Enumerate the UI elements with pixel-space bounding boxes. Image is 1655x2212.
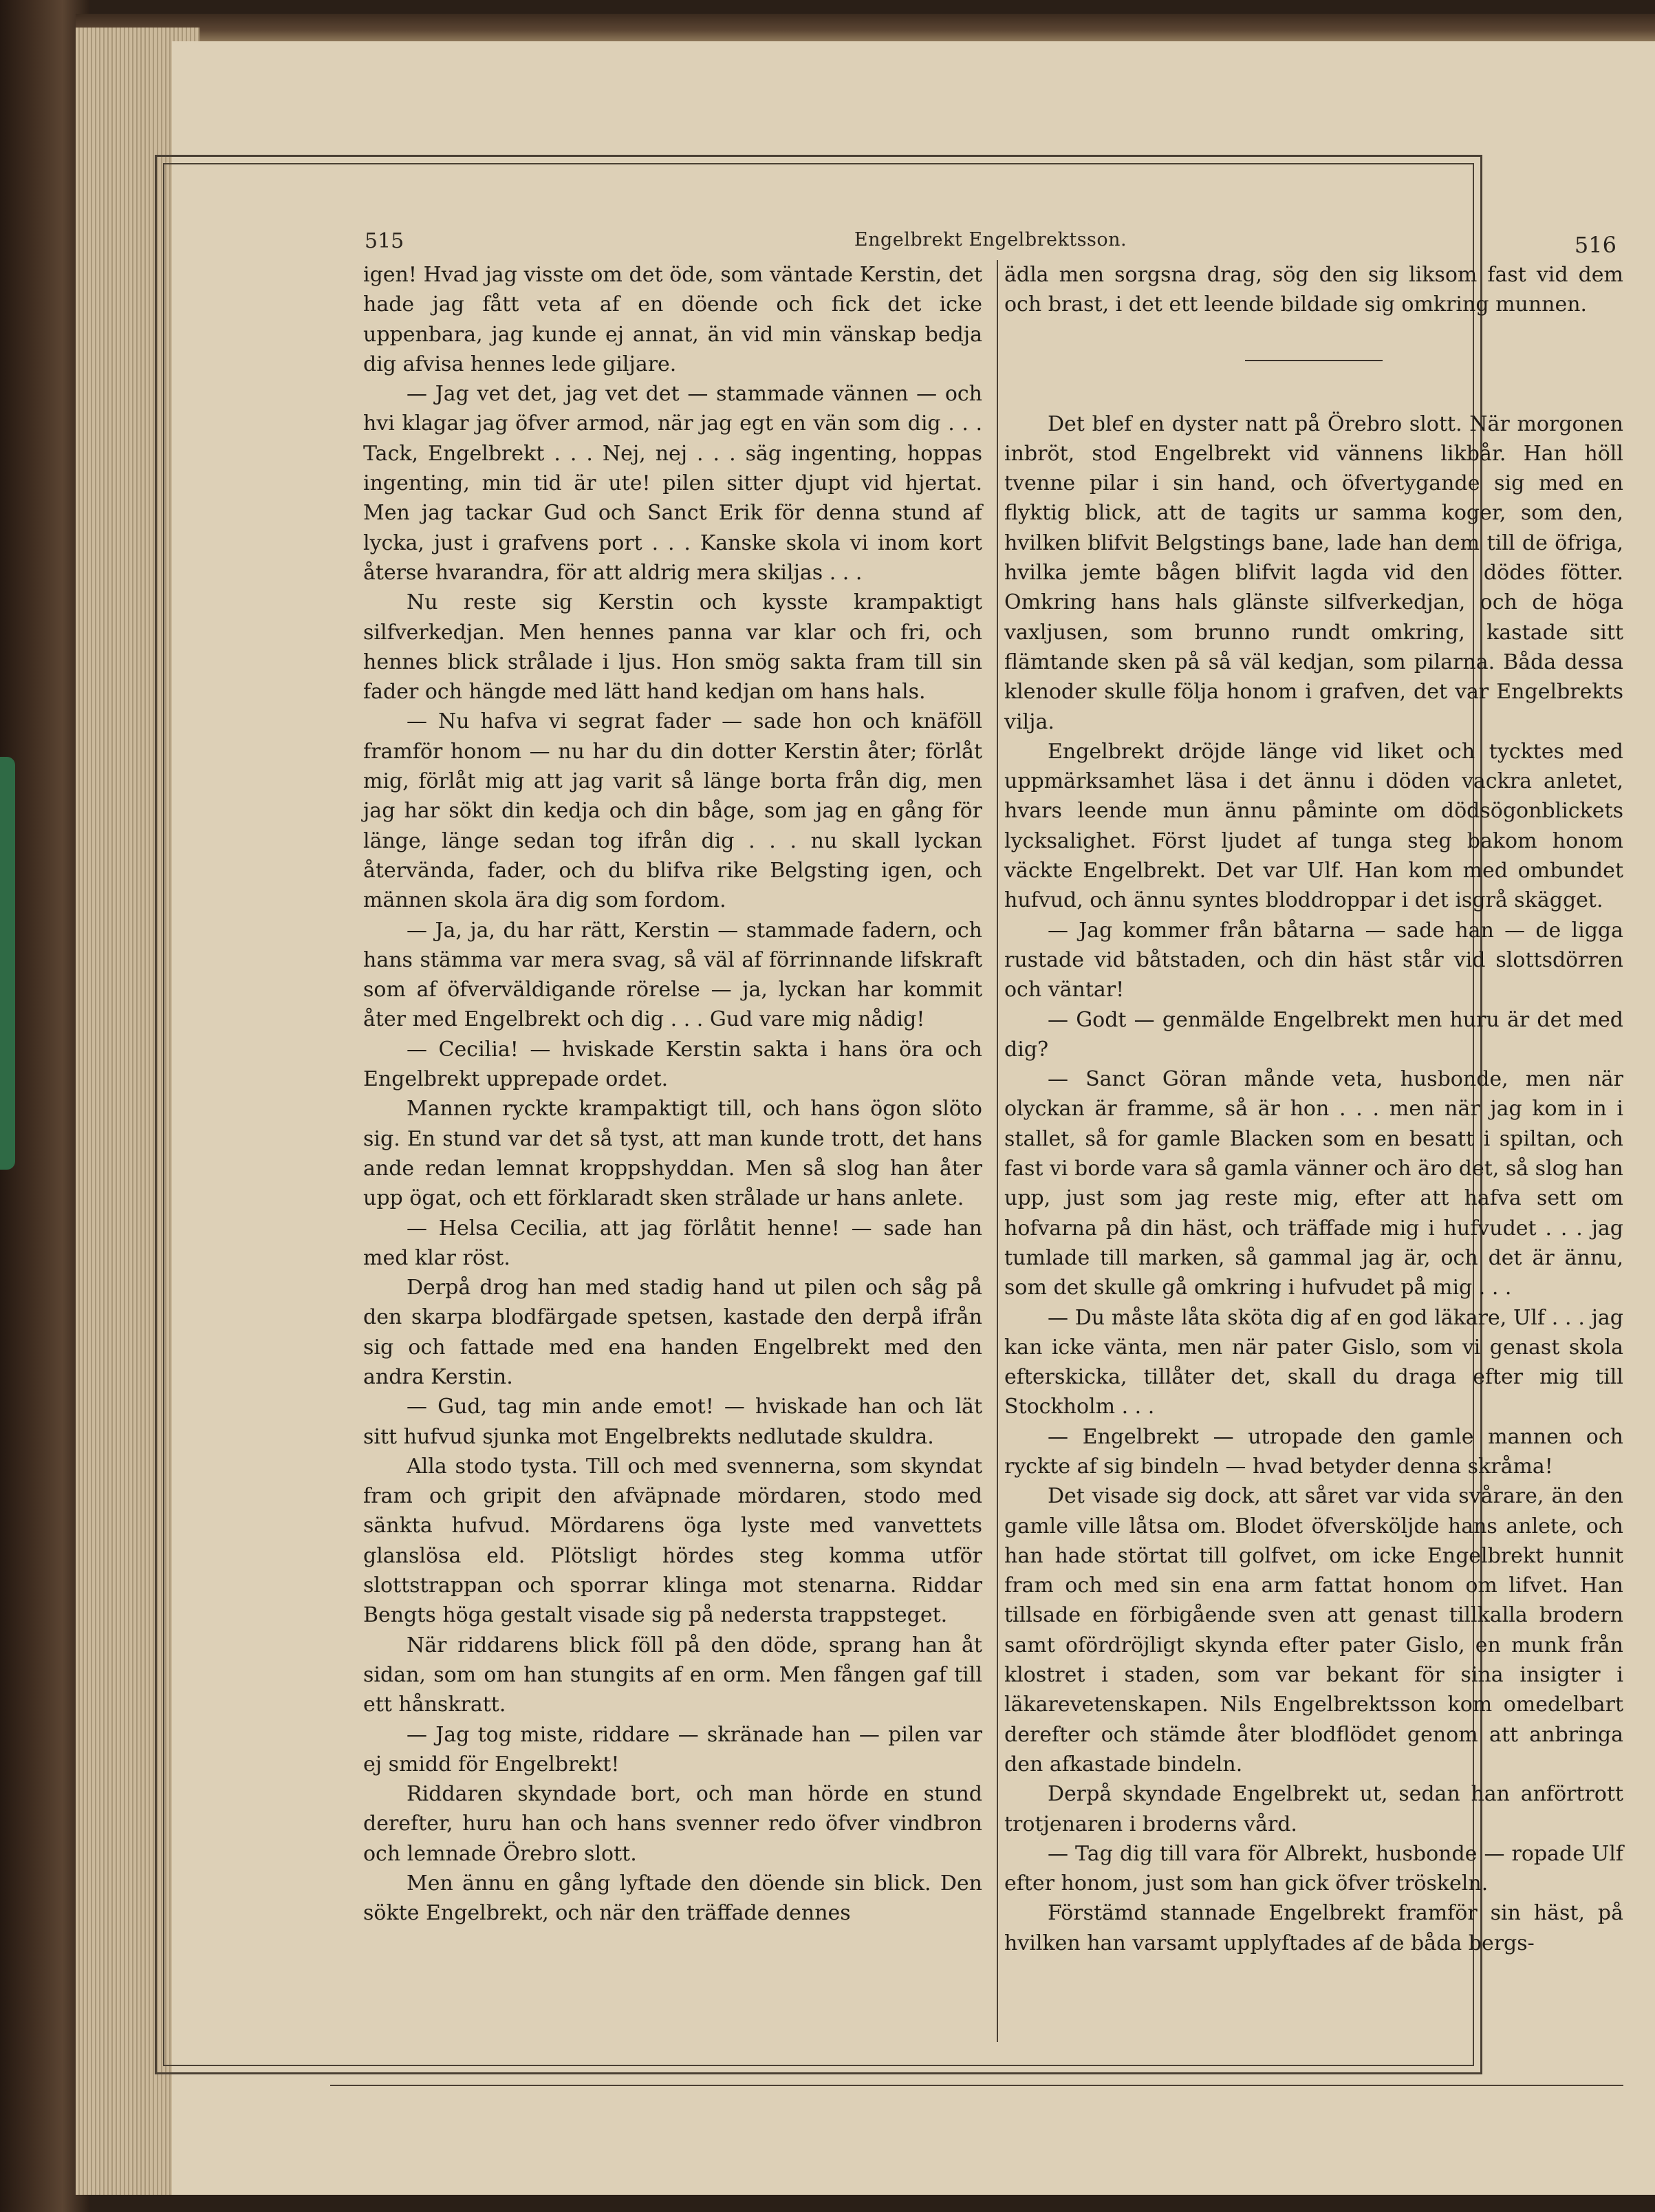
section-rule xyxy=(1245,360,1383,361)
paragraph: — Godt — genmälde Engelbrekt men huru är det med dig? xyxy=(1004,1007,1623,1062)
paragraph: — Jag vet det, jag vet det — stammade vännen — och hvi klagar jag öfver armod, när jag egt en vän som dig . . . Tack, Engelbrekt . . . Nej, nej . . . säg ingenting, hoppas ingenting, min tid är ute! pilen sitter djupt vid hjertat. Men jag tackar Gud och Sanct Erik för denna stund af lycka, just i grafvens port . . . Kanske skola vi inom kort återse hvarandra, för att aldrig mera skiljas . . . xyxy=(363,382,982,585)
text-column-left xyxy=(363,260,982,1929)
paragraph: Derpå skyndade Engelbrekt ut, sedan han anförtrott trotjenaren i broderns vård. xyxy=(1004,1782,1623,1836)
paragraph: — Gud, tag min ande emot! — hviskade han och lät sitt hufvud sjunka mot Engelbrekts nedlutade skuldra. xyxy=(363,1395,982,1449)
paragraph: Mannen ryckte krampaktigt till, och hans ögon slöto sig. En stund var det så tyst, att man kunde trott, det hans ande redan lemnat kroppshyddan. Men så slog han åter upp ögat, och ett förklaradt sken strålade ur hans anlete. xyxy=(363,1097,982,1211)
bottom-rule xyxy=(330,2085,1623,2086)
paragraph: Nu reste sig Kerstin och kysste krampaktigt silfverkedjan. Men hennes panna var klar och fri, och hennes blick strålade i ljus. Hon smög sakta fram till sin fader och hängde med lätt hand kedjan om hans hals. xyxy=(363,590,982,705)
text-column-right xyxy=(1004,260,1623,1958)
paragraph: — Jag kommer från båtarna — sade han — de ligga rustade vid båtstaden, och din häst står vid slottsdörren och väntar! xyxy=(1004,918,1623,1002)
paragraph: — Cecilia! — hviskade Kerstin sakta i hans öra och Engelbrekt upprepade ordet. xyxy=(363,1037,982,1092)
paragraph: — Ja, ja, du har rätt, Kerstin — stammade fadern, och hans stämma var mera svag, så väl af förrinnande lifskraft som af öfverväldigande rörelse — ja, lyckan har kommit åter med Engelbrekt och dig . . . Gud vare mig nådig! xyxy=(363,918,982,1032)
paragraph: — Engelbrekt — utropade den gamle mannen och ryckte af sig bindeln — hvad betyder denna skråma! xyxy=(1004,1424,1623,1479)
spine-bookmark xyxy=(0,757,15,1170)
paragraph: Det visade sig dock, att såret var vida svårare, än den gamle ville låtsa om. Blodet öfversköljde hans anlete, och han hade störtat till golfvet, om icke Engelbrekt hunnit fram och med sin ena arm fattat honom om lifvet. Han tillsade en förbigående sven att genast tillkalla brodern samt ofördröjligt skynda efter pater Gislo, en munk från klostret i staden, som var bekant för sina insigter i läkarevetenskapen. Nils Engelbrektsson kom omedelbart derefter och stämde åter blodflödet genom att anbringa den afkastade bindeln. xyxy=(1004,1484,1623,1776)
paragraph: — Helsa Cecilia, att jag förlåtit henne! — sade han med klar röst. xyxy=(363,1216,982,1270)
page-number-right: 516 xyxy=(1574,232,1616,258)
page-header xyxy=(365,224,1616,258)
paragraph: Riddaren skyndade bort, och man hörde en stund derefter, huru han och hans svenner redo öfver vindbron och lemnade Örebro slott. xyxy=(363,1782,982,1866)
paragraph: — Du måste låta sköta dig af en god läkare, Ulf . . . jag kan icke vänta, men när pater Gislo, som vi genast skola efterskicka, tillåter det, skall du draga efter mig till Stockholm . . . xyxy=(1004,1305,1623,1419)
paragraph: — Nu hafva vi segrat fader — sade hon och knäföll framför honom — nu har du din dotter Kerstin åter; förlåt mig, förlåt mig att jag varit så länge borta från dig, men jag har sökt din kedja och din båge, som jag en gång för länge, länge sedan tog ifrån dig . . . nu skall lyckan återvända, fader, och du blifva rike Belgsting igen, och männen skola ära dig som fordom. xyxy=(363,709,982,913)
paragraph: ädla men sorgsna drag, sög den sig liksom fast vid dem och brast, i det ett leende bildade sig omkring munnen. xyxy=(1004,263,1623,317)
book-top-edge xyxy=(76,14,1655,41)
paragraph: Derpå drog han med stadig hand ut pilen och såg på den skarpa blodfärgade spetsen, kastade den derpå ifrån sig och fattade med ena handen Engelbrekt med den andra Kerstin. xyxy=(363,1276,982,1389)
paragraph: — Jag tog miste, riddare — skränade han — pilen var ej smidd för Engelbrekt! xyxy=(363,1722,982,1776)
paragraph: — Tag dig till vara för Albrekt, husbonde — ropade Ulf efter honom, just som han gick öfver tröskeln. xyxy=(1004,1841,1623,1896)
paragraph: Men ännu en gång lyftade den döende sin blick. Den sökte Engelbrekt, och när den träffade dennes xyxy=(363,1871,982,1926)
paragraph: Det blef en dyster natt på Örebro slott. När morgonen inbröt, stod Engelbrekt vid vännens likbår. Han höll tvenne pilar i sin hand, och öfvertygande sig med en flyktig blick, att de tagits ur samma koger, som den, hvilken blifvit Belgstings bane, lade han dem till de öfriga, hvilka jemte bågen blifvit lagda vid den dödes fötter. Omkring hans hals glänste silfverkedjan, och de höga vaxljusen, som brunno rundt omkring, kastade sitt flämtande sken på så väl kedjan, som pilarna. Båda dessa klenoder skulle följa honom i grafven, det var Engelbrekts vilja. xyxy=(1004,411,1623,734)
paragraph: igen! Hvad jag visste om det öde, som väntade Kerstin, det hade jag fått veta af en döende och fick det icke uppenbara, jag kunde ej annat, än vid min vänskap bedja dig afvisa hennes lede giljare. xyxy=(363,263,982,376)
column-divider xyxy=(997,260,998,2042)
paragraph: Engelbrekt dröjde länge vid liket och tycktes med uppmärksamhet läsa i det ännu i döden vackra anletet, hvars leende mun ännu påminte om dödsögonblickets lycksalighet. Först ljudet af tunga steg bakom honom väckte Engelbrekt. Det var Ulf. Han kom med ombundet hufvud, och ännu syntes bloddroppar i det isgrå skägget. xyxy=(1004,739,1623,913)
paragraph: Förstämd stannade Engelbrekt framför sin häst, på hvilken han varsamt upplyftades af de båda bergs- xyxy=(1004,1901,1623,1955)
page-number-left: 515 xyxy=(365,229,404,253)
paragraph: Alla stodo tysta. Till och med svennerna, som skyndat fram och gripit den afväpnade mördaren, stodo med sänkta hufvud. Mördarens öga lyste med vanvettets glanslösa eld. Plötsligt hördes steg komma utför slottstrappan och sporrar klinga mot stenarna. Riddar Bengts höga gestalt visade sig på nedersta trappsteget. xyxy=(363,1454,982,1628)
paragraph: — Sanct Göran månde veta, husbonde, men när olyckan är framme, så är hon . . . men när jag kom in i stallet, så for gamle Blacken som en besatt i spiltan, och fast vi borde vara så gamla vänner och äro det, så slog han upp, just som jag reste mig, efter att hafva sett om hofvarna på din häst, och träffade mig i hufvudet . . . jag tumlade till marken, så gammal jag är, och det är ännu, som det skulle gå omkring i hufvudet på mig . . . xyxy=(1004,1067,1623,1300)
paragraph: När riddarens blick föll på den döde, sprang han åt sidan, som om han stungits af en orm. Men fången gaf till ett hånskratt. xyxy=(363,1633,982,1717)
running-title: Engelbrekt Engelbrektsson. xyxy=(854,229,1127,250)
